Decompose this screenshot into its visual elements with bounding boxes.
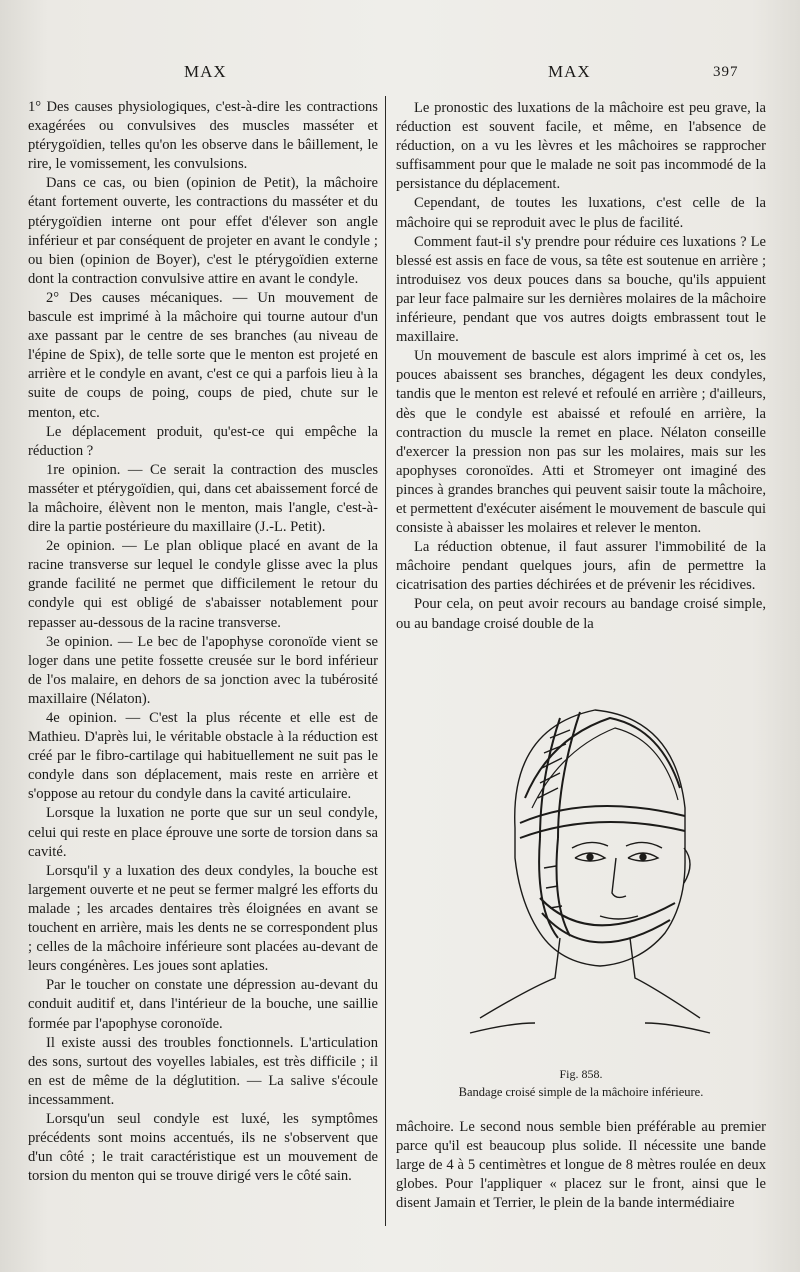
paragraph: Le déplacement produit, qu'est-ce qui empêche la réduction ? — [28, 423, 378, 459]
paragraph: 3e opinion. — Le bec de l'apophyse coronoïde vient se loger dans une petite fossette creusée sur le bord inférieur de l'os malaire, en dehors de sa jonction avec la tubérosité maxillaire (Nélaton). — [28, 633, 378, 707]
paragraph: Un mouvement de bascule est alors imprimé à cet os, les pouces abaissent ses branches, dégagent les deux condyles, tandis que le menton est relevé et refoulé en arrière ; d'ailleurs, dès que le condyle est abaissé et refoulé en arrière, la contraction du muscle la remet en place. Nélaton conseille d'exercer la pression non pas sur les molaires, mais sur les apophyses coronoïdes. Atti et Stromeyer ont imaginé des pinces à grandes branches qui peuvent saisir toute la mâchoire, et permettent d'exécuter aisément le mouvement de bascule qui consiste à abaisser les molaires et relever le menton. — [396, 348, 766, 537]
column-divider — [385, 96, 386, 1226]
paragraph: mâchoire. Le second nous semble bien préférable au premier parce qu'il est beaucoup plus solide. Il nécessite une bande large de 4 à 5 centimètres et longue de 8 mètres roulée en deux globes. Pour l'appliquer « placez sur le front, ainsi que le disent Jamain et Terrier, le plein de la bande intermédiaire — [396, 1119, 766, 1212]
paragraph: Il existe aussi des troubles fonctionnels. L'articulation des sons, surtout des voyelles labiales, est très difficile ; il en est de même de la déglutition. — La salive s'écoule incessamment. — [28, 1034, 378, 1108]
paragraph: Lorsqu'un seul condyle est luxé, les symptômes précédents sont moins accentués, ils ne s'observent que d'un côté ; le trait caractéristique est un mouvement de torsion du menton qui se trouve dirigé vers le côté sain. — [28, 1110, 378, 1185]
running-head-right: MAX — [548, 62, 591, 81]
paragraph: Pour cela, on peut avoir recours au bandage croisé simple, ou au bandage croisé double de la — [396, 596, 766, 632]
figure-number: Fig. 858. — [559, 1067, 603, 1081]
paragraph: 1re opinion. — Ce serait la contraction des muscles masséter et ptérygoïdien, qui, dans cet abaissement forcé de la mâchoire, élèvent non le menton, mais l'angle, c'est-à-dire la partie postérieure du maxillaire (J.-L. Petit). — [28, 461, 378, 536]
figure-caption: Bandage croisé simple de la mâchoire inférieure. — [458, 1085, 704, 1099]
paragraph: Comment faut-il s'y prendre pour réduire ces luxations ? Le blessé est assis en face de vous, sa tête est soutenue en arrière ; introduisez vos deux pouces dans sa bouche, qu'ils appuient par leur face palmaire sur les dernières molaires de la mâchoire inférieure, pendant que vos autres doigts embrassent tout le maxillaire. — [396, 233, 766, 346]
paragraph: Lorsque la luxation ne porte que sur un seul condyle, celui qui reste en place éprouve une sorte de torsion dans sa cavité. — [28, 805, 378, 860]
paragraph: La réduction obtenue, il faut assurer l'immobilité de la mâchoire pendant quelques jours, afin de permettre la cicatrisation des parties déchirées et de prévenir les récidives. — [396, 539, 766, 594]
right-column-top — [396, 99, 766, 634]
paragraph: Dans ce cas, ou bien (opinion de Petit), la mâchoire étant fortement ouverte, les contractions du masséter et du ptérygoïdien interne ont pour effet d'élever son angle inférieur et par conséquent de projeter en avant le condyle ; ou bien (opinion de Boyer), c'est le ptérygoïdien externe dont la contraction convulsive attire en avant le condyle. — [28, 175, 378, 287]
right-column-bottom — [396, 1118, 766, 1213]
running-head — [0, 62, 800, 86]
page-number: 397 — [713, 64, 739, 80]
paragraph: 1° Des causes physiologiques, c'est-à-dire les contractions exagérées ou convulsives des muscles masséter et ptérygoïdien, telles qu'on les observe dans le bâillement, le rire, le vomissement, les convulsions. — [28, 99, 378, 173]
paragraph: Le pronostic des luxations de la mâchoire est peu grave, la réduction est souvent facile, et même, en l'absence de réduction, on a vu les lèvres et les mâchoires se rapprocher suffisamment pour que le malade ne soit pas incommodé de la persistance du déplacement. — [396, 100, 766, 193]
left-column — [28, 98, 378, 1186]
bandaged-head-drawing — [440, 688, 740, 1068]
paragraph: Lorsqu'il y a luxation des deux condyles, la bouche est largement ouverte et ne peut se fermer malgré les efforts du malade ; les arcades dentaires très éloignées en avant se touchent en arrière, mais les dents ne se correspondent plus ; celles de la mâchoire inférieure sont placées au-devant de leurs congénères. Les joues sont aplaties. — [28, 862, 378, 975]
paragraph: Par le toucher on constate une dépression au-devant du conduit auditif et, dans l'intérieur de la bouche, une saillie formée par l'apophyse coronoïde. — [28, 977, 378, 1032]
paragraph: 4e opinion. — C'est la plus récente et elle est de Mathieu. D'après lui, le véritable obstacle à la réduction est créé par le fibro-cartilage qui habituellement ne suit pas le condyle dans son déplacement, mais reste en arrière et s'oppose au retour du condyle dans la cavité articulaire. — [28, 710, 378, 803]
bandage-illustration — [440, 688, 740, 1068]
paragraph: Cependant, de toutes les luxations, c'est celle de la mâchoire qui se reproduit avec le plus de facilité. — [396, 195, 766, 231]
paragraph: 2° Des causes mécaniques. — Un mouvement de bascule est imprimé à la mâchoire qui tourne autour d'un axe passant par le centre de ses branches (au niveau de l'épine de Spix), de telle sorte que le menton est projeté en arrière et le condyle en avant, c'est ce qui a parfois lieu à la suite de coups de poing, coups de pied, chute sur le menton, etc. — [28, 289, 378, 421]
paragraph: 2e opinion. — Le plan oblique placé en avant de la racine transverse sur lequel le condyle glisse avec la plus grande facilité ne permet que difficilement le retour du condyle qui est obligé de s'abaisser notablement pour repasser au-dessous de la racine transverse. — [28, 538, 378, 631]
running-head-left: MAX — [184, 62, 227, 81]
